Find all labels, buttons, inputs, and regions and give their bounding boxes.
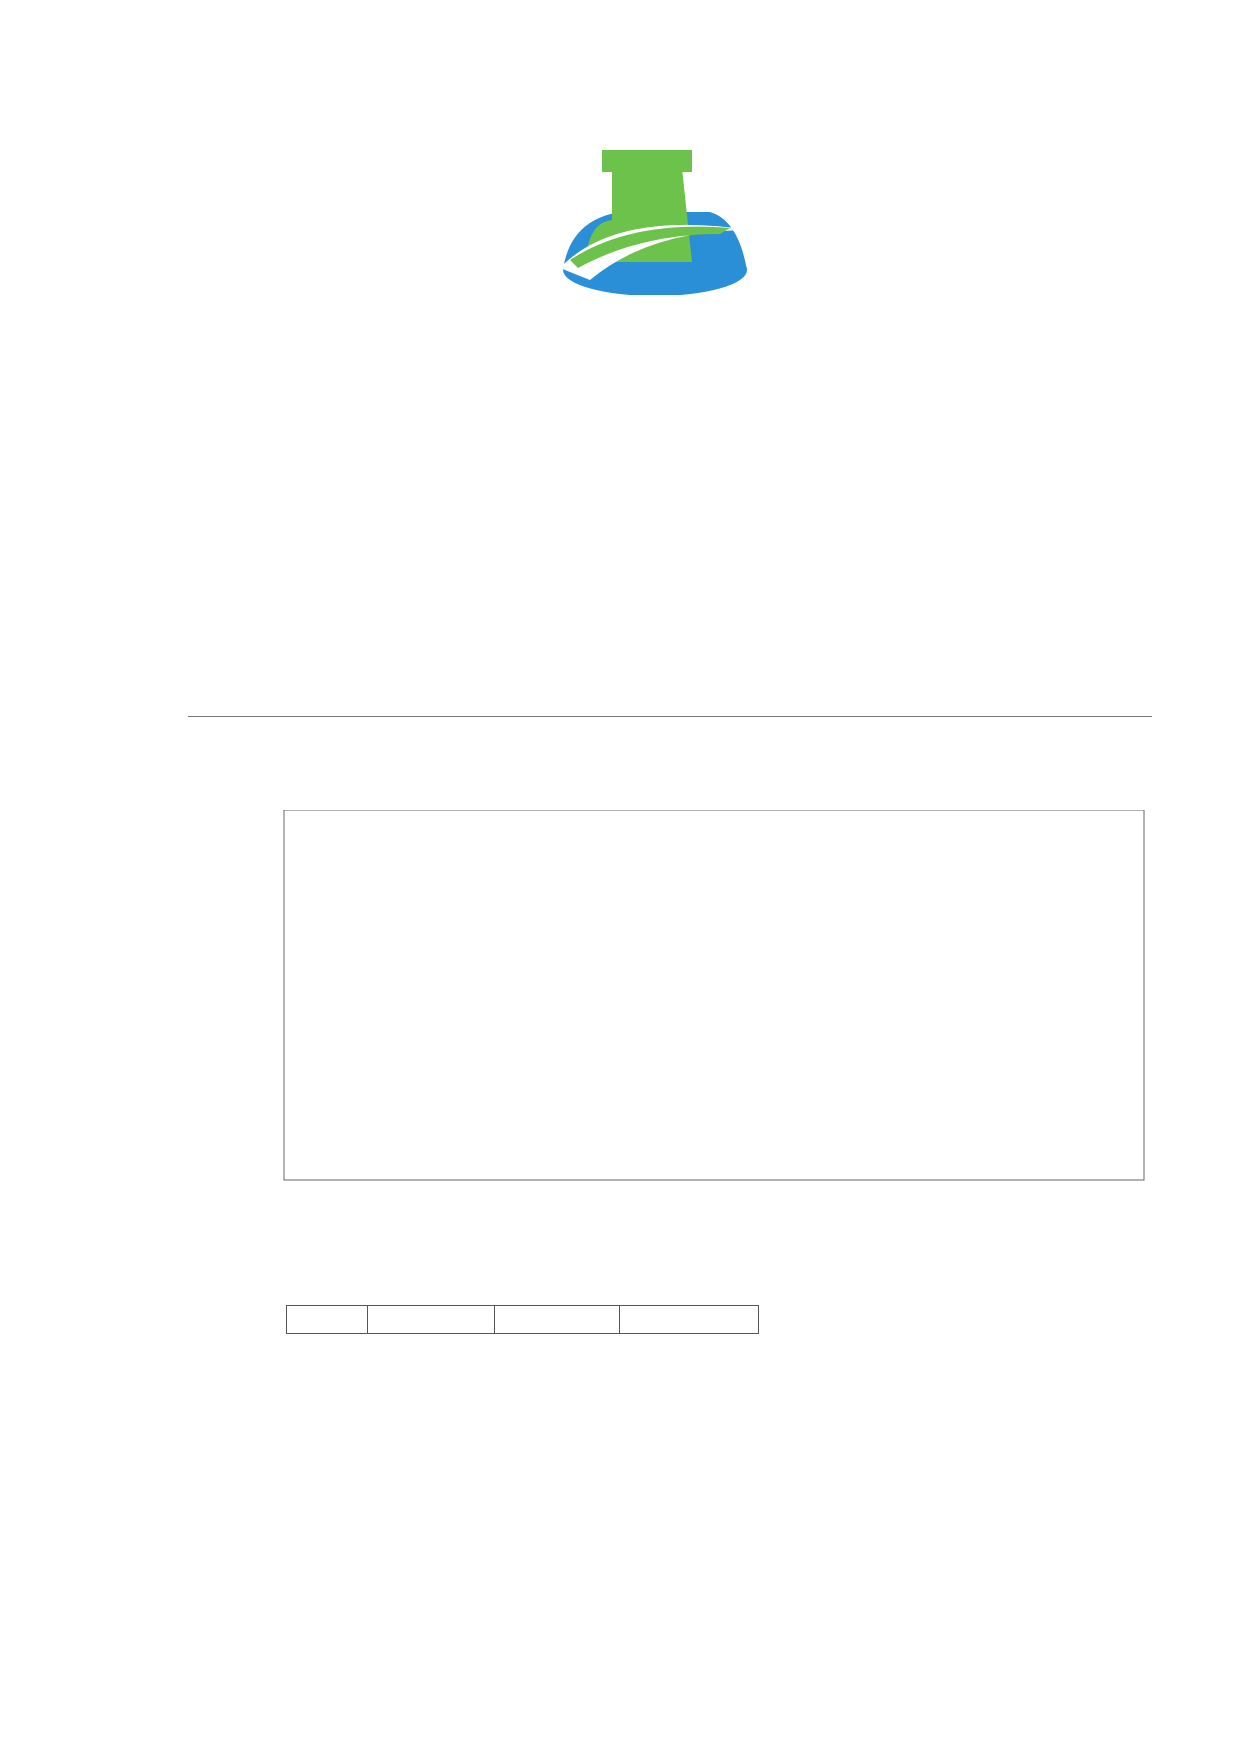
results-header-row [287,1306,759,1334]
operator-block [694,625,1024,665]
header-name [368,1306,495,1334]
header-dry-weight [620,1306,759,1334]
header-ret-time [495,1306,620,1334]
results-table [286,1305,759,1334]
sample-type-block [694,525,994,585]
section-divider [188,716,1152,717]
header-id [287,1306,368,1334]
chromatogram-chart [240,810,1160,1250]
plot-frame [284,810,1144,1180]
test-cbd-logo [560,150,750,295]
